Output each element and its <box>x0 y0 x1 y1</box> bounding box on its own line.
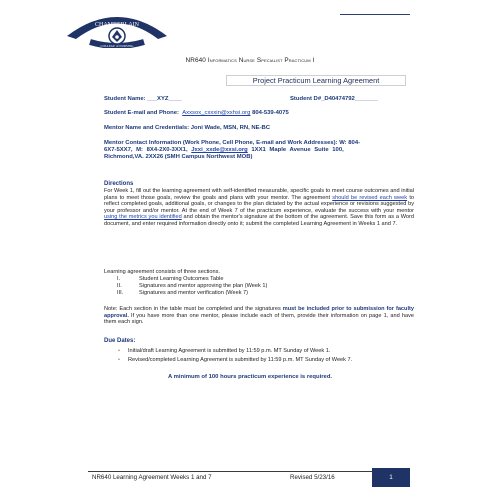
directions-text-1: For Week 1, fill out the learning agreement with self-identified measurable, specific goals to meet course outcomes and initial plans to meet those goals, review the goals and plans with your mentor. The agreement <box>104 188 414 201</box>
bullet-icon: • <box>118 357 120 363</box>
student-name-label: Student Name: <box>104 96 146 102</box>
section-text-1: Student Learning Outcomes Table <box>139 276 224 282</box>
header-rule <box>340 14 410 15</box>
directions-text-3: and obtain the mentor's signature at the bottom of the agreement. Save this form as a Word document, and enter required information directly onto it; submit the completed Learning Agreement in Weeks 1 and 7. <box>104 214 414 227</box>
mentor-value: Joni Wade, MSN, RN, NE-BC <box>190 125 271 131</box>
contact-work-number: 6X7-5XX7, <box>104 147 133 153</box>
footer-revised: Revised 5/23/16 <box>290 474 335 481</box>
note-paragraph <box>104 306 414 326</box>
course-name: Informatics Nurse Specialist Practicum I <box>207 57 315 64</box>
section-item-1 <box>117 276 223 283</box>
mentor-contact-row1 <box>104 140 414 147</box>
mentor-contact-row3 <box>104 154 252 161</box>
due-text-1: Initial/draft Learning Agreement is submitted by 11:59 p.m. MT Sunday of Week 1. <box>128 348 331 354</box>
directions-heading: Directions <box>104 181 134 187</box>
section-num-3: III. <box>117 290 124 296</box>
note-text-2: If you have more than one mentor, please include each of them, provide their information on page 1, and have them each sign. <box>104 312 415 325</box>
directions-paragraph <box>104 188 414 227</box>
logo-bottom-text: COLLEGE of NURSING <box>100 44 134 48</box>
section-num-2: II. <box>117 283 122 289</box>
directions-text-2: to reflect completed goals, additional goals, or changes to the plan dictated by the actual experience or revisions suggested by your professor and/or mentor. At the end of Week 7 of the practicum experience, evaluate the success with your mentor <box>104 194 414 214</box>
section-num-1: I. <box>117 276 121 282</box>
email-row <box>104 110 289 117</box>
footer-title: NR640 Learning Agreement Weeks 1 and 7 <box>92 474 212 481</box>
page-number: 1 <box>372 468 410 487</box>
note-text-1: Note: Each section in the table must be completed and the signatures <box>104 306 281 312</box>
metrics-link[interactable]: using the metrics you identified <box>104 214 182 220</box>
contact-mobile-label: M: <box>136 147 144 153</box>
course-code: NR640 <box>185 57 206 64</box>
note-bold: must be included prior to submission for faculty approval. <box>104 306 414 319</box>
student-name-row <box>104 96 182 103</box>
contact-work: W: 804- <box>339 140 361 146</box>
section-item-2 <box>117 283 267 290</box>
mentor-contact-row2 <box>104 147 414 154</box>
section-item-3 <box>117 290 248 297</box>
section-text-3: Signatures and mentor verification (Week 7) <box>139 290 249 296</box>
mentor-label: Mentor Name and Credentials: <box>104 125 190 131</box>
due-item-1 <box>118 348 330 355</box>
due-text-2: Revised/completed Learning Agreement is submitted by 11:59 p.m. MT Sunday of Week 7. <box>128 357 353 363</box>
student-email-link[interactable]: Axxsox_cxxxin@xxhsi.org <box>182 110 251 116</box>
contact-mobile-number: 8X4-2X0-3XX1, <box>146 147 188 153</box>
mentor-row <box>104 125 270 132</box>
sections-intro: Learning agreement consists of three sections. <box>104 269 220 275</box>
contact-city: Richmond,VA. 2XX26 (SMH Campus Northwest MOB) <box>104 154 253 160</box>
email-label: Student E-mail and Phone: <box>104 110 179 116</box>
student-name-value: ___XYZ____ <box>147 96 182 102</box>
student-id-row <box>290 96 378 103</box>
student-id-label: Student D# <box>290 96 322 102</box>
logo-top-text: CHAMBERLAIN <box>94 22 140 28</box>
college-logo <box>62 6 172 48</box>
course-header <box>0 57 500 64</box>
bullet-icon: • <box>118 348 120 354</box>
student-id-value: _D40474792_______ <box>321 96 378 102</box>
revise-weekly-link[interactable]: should be revised each week <box>332 194 408 201</box>
document-title: Project Practicum Learning Agreement <box>252 76 380 85</box>
section-text-2: Signatures and mentor approving the plan (Week 1) <box>139 283 268 289</box>
student-phone: 804-539-4075 <box>252 110 289 116</box>
due-item-2 <box>118 357 352 364</box>
mentor-email-link[interactable]: Jxxi_xxde@xxsi.org <box>191 147 248 153</box>
contact-address: 1XX1 Maple Avenue Suite 100, <box>251 147 344 153</box>
minimum-hours-note: A minimum of 100 hours practicum experience is required. <box>167 374 333 380</box>
contact-label: Mentor Contact Information (Work Phone, Cell Phone, E-mail and Work Addresses): <box>104 140 338 146</box>
due-dates-heading: Due Dates: <box>104 338 136 344</box>
footer-rule <box>88 471 410 472</box>
